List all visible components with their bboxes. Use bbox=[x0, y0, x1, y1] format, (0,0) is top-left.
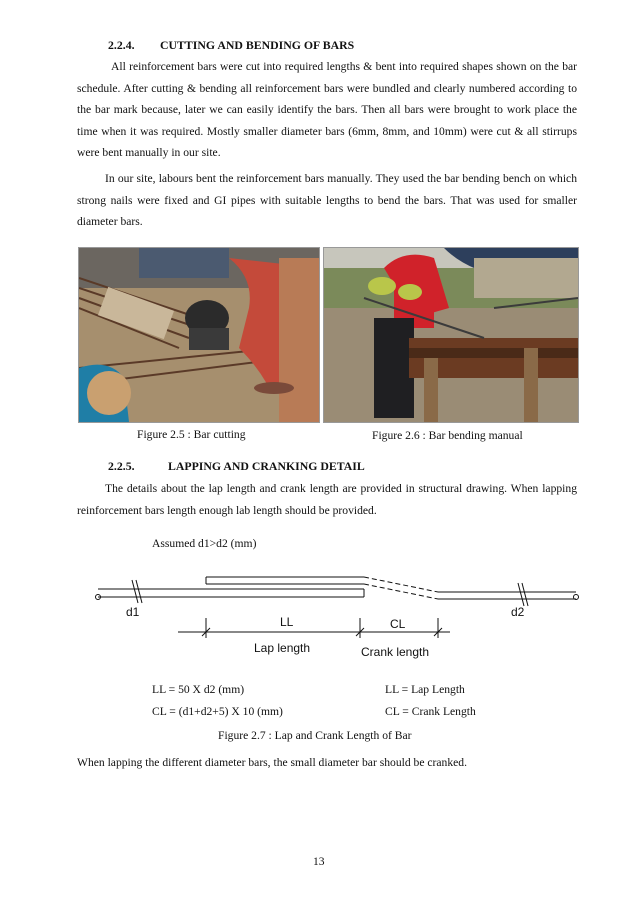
assumption-text: Assumed d1>d2 (mm) bbox=[152, 537, 257, 550]
bar-cutting-image bbox=[79, 248, 319, 422]
label-d2: d2 bbox=[511, 605, 525, 619]
label-d1: d1 bbox=[126, 605, 140, 619]
closing-paragraph: When lapping the different diameter bars, the small diameter bar should be cranked. bbox=[77, 756, 467, 769]
section-title: LAPPING AND CRANKING DETAIL bbox=[168, 459, 365, 473]
section-heading-2-2-4 bbox=[108, 38, 354, 53]
photo-bar-cutting bbox=[78, 247, 320, 423]
section-heading-2-2-5 bbox=[108, 459, 365, 474]
ll-definition: LL = Lap Length bbox=[385, 683, 465, 696]
paragraph-cutting-1: All reinforcement bars were cut into required lengths & bent into required shapes shown on the bar schedule. After cutting & bending all reinforcement bars were bundled and clearly numbered according to the bar mark because, later we can easily identify the bars. Then all bars were brought to work place the time when it was required. Mostly smaller diameter bars (6mm, 8mm, and 10mm) were cut & all stirrups were bent manually in our site. bbox=[77, 60, 577, 159]
paragraph-cutting-2: In our site, labours bent the reinforcement bars manually. They used the bar bending bench on which strong nails were fixed and GI pipes with suitable lengths to bend the bars. That was used for smaller diameter bars. bbox=[77, 172, 577, 228]
label-cl: CL bbox=[390, 617, 406, 631]
figure-2-7-caption: Figure 2.7 : Lap and Crank Length of Bar bbox=[218, 729, 412, 742]
cl-formula: CL = (d1+d2+5) X 10 (mm) bbox=[152, 705, 283, 718]
photo-bar-bending bbox=[323, 247, 579, 423]
figure-2-5-caption: Figure 2.5 : Bar cutting bbox=[137, 428, 246, 441]
page-number: 13 bbox=[313, 855, 325, 868]
cl-definition: CL = Crank Length bbox=[385, 705, 476, 718]
figure-2-6-caption: Figure 2.6 : Bar bending manual bbox=[372, 429, 523, 442]
label-crank-length: Crank length bbox=[361, 645, 430, 659]
section-number: 2.2.4. bbox=[108, 38, 135, 52]
lap-crank-diagram bbox=[88, 570, 588, 662]
ll-formula: LL = 50 X d2 (mm) bbox=[152, 683, 245, 696]
section-title: CUTTING AND BENDING OF BARS bbox=[160, 38, 355, 52]
label-ll: LL bbox=[280, 615, 294, 629]
label-lap-length: Lap length bbox=[254, 641, 311, 655]
paragraph-lapping: The details about the lap length and crank length are provided in structural drawing. When lapping reinforcement bars length enough lab length should be provided. bbox=[77, 482, 577, 517]
bar-bending-image bbox=[324, 248, 578, 422]
section-number: 2.2.5. bbox=[108, 459, 135, 473]
